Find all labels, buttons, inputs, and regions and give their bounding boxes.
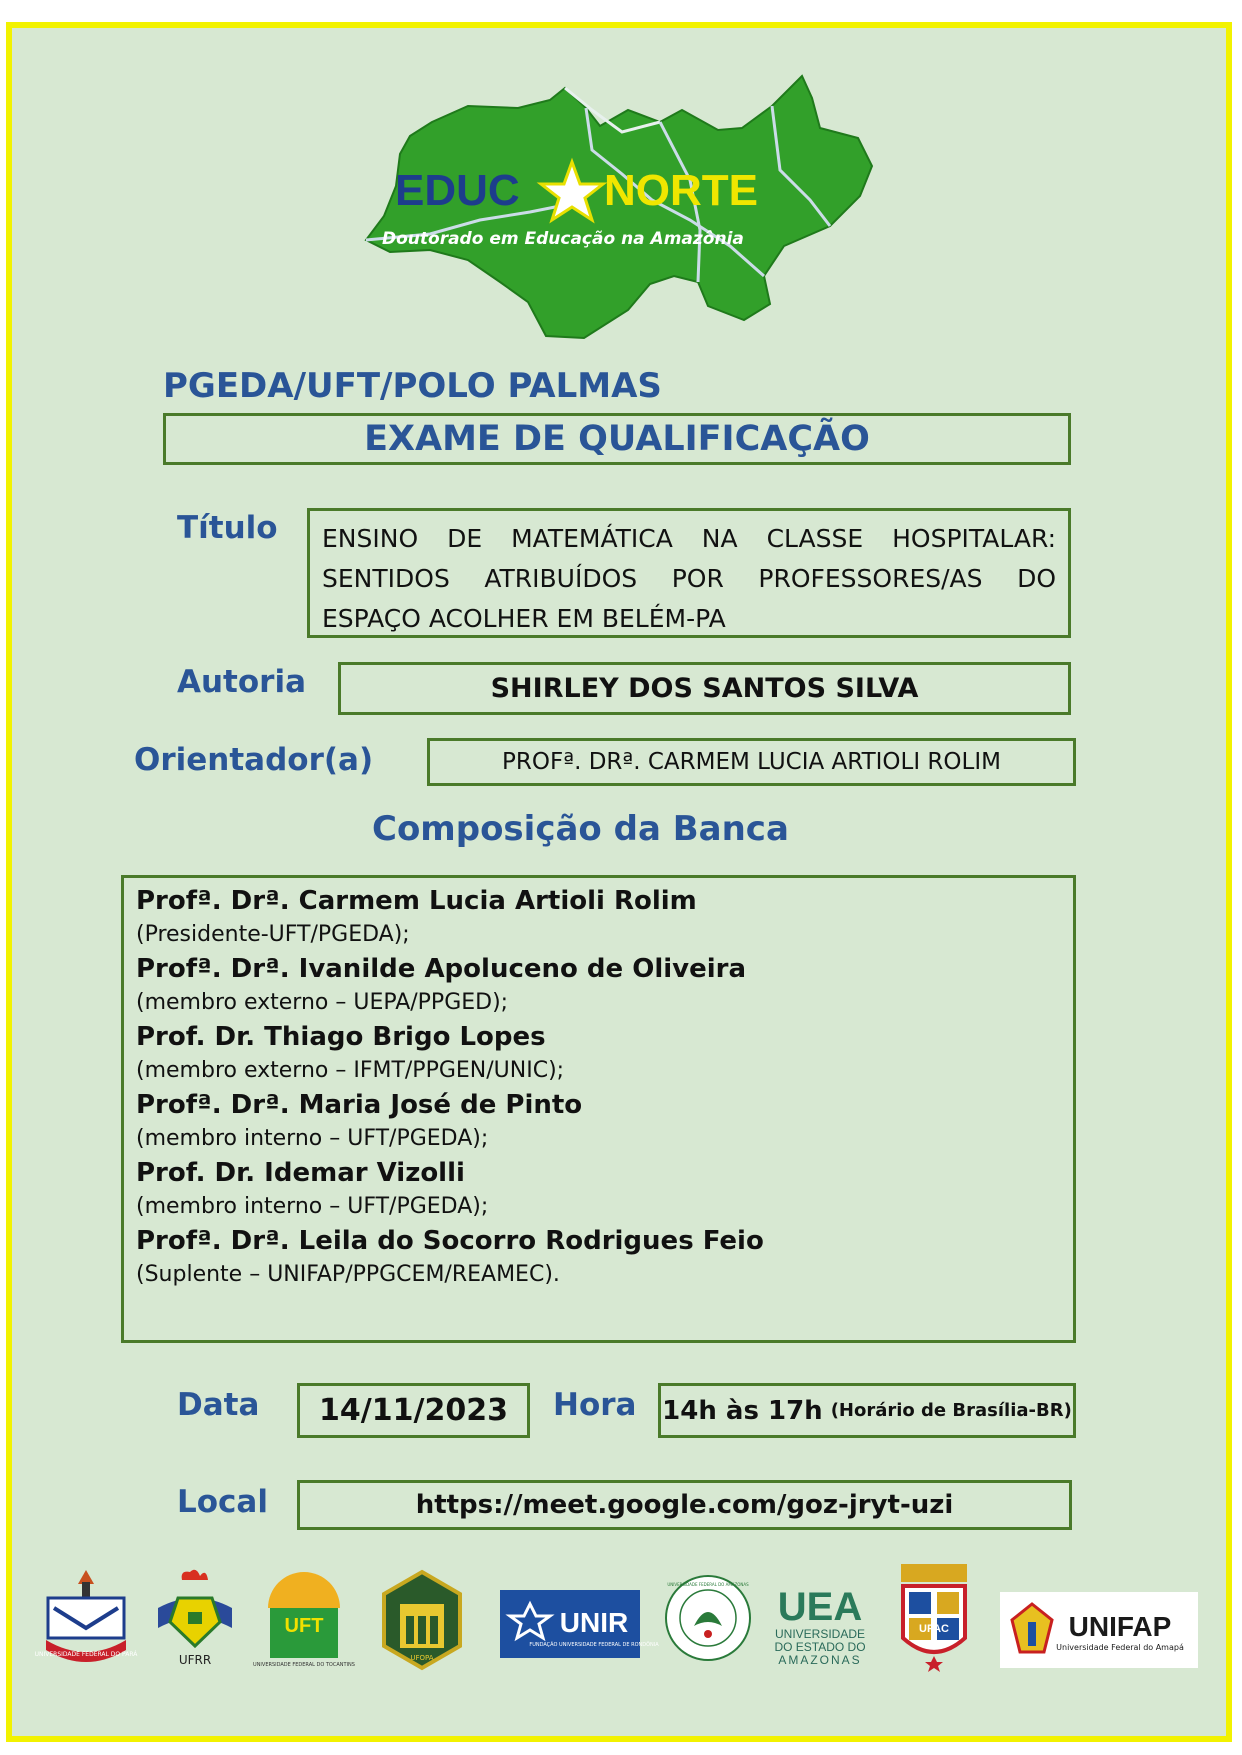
banca-member-role: (Suplente – UNIFAP/PPGCEM/REAMEC). [136, 1262, 560, 1287]
ufpa-logo [34, 1568, 138, 1664]
autoria-label: Autoria [177, 664, 307, 700]
banca-member-role: (membro externo – IFMT/PPGEN/UNIC); [136, 1058, 565, 1083]
hora-label: Hora [553, 1387, 637, 1423]
meeting-link[interactable]: https://meet.google.com/goz-jryt-uzi [415, 1490, 954, 1520]
banca-member-name: Profª. Drª. Carmem Lucia Artioli Rolim [136, 886, 697, 916]
titulo-label: Título [177, 510, 278, 546]
banca-member [136, 1020, 1061, 1088]
titulo-box [307, 508, 1071, 638]
ufopa-logo [374, 1568, 470, 1664]
banca-member-name: Prof. Dr. Thiago Brigo Lopes [136, 1022, 546, 1052]
uea-logo-sub1: UNIVERSIDADE [774, 1627, 866, 1641]
exam-title-box [163, 413, 1071, 465]
ufrr-logo-text: UFRR [178, 1653, 212, 1667]
ufopa-logo-text: UFOPA [410, 1654, 434, 1662]
unir-logo-text: UNIR [559, 1607, 629, 1638]
uea-logo [770, 1580, 870, 1676]
titulo-value: ENSINO DE MATEMÁTICA NA CLASSE HOSPITALAR: SENTIDOS ATRIBUÍDOS POR PROFESSORES/AS DO ESPAÇO ACOLHER EM BELÉM-PA [322, 524, 1056, 633]
hora-value: 14h às 17h [662, 1395, 823, 1426]
local-box [297, 1480, 1072, 1530]
orientador-label: Orientador(a) [134, 742, 374, 778]
ufam-logo [664, 1574, 752, 1670]
uft-logo-subtext: UNIVERSIDADE FEDERAL DO TOCANTINS [253, 1662, 355, 1668]
uea-logo-sub2: DO ESTADO DO [774, 1640, 866, 1654]
unifap-logo [1000, 1592, 1198, 1688]
banca-member-role: (membro interno – UFT/PGEDA); [136, 1194, 489, 1219]
ufam-logo-text: UNIVERSIDADE FEDERAL DO AMAZONAS [667, 1582, 749, 1587]
autoria-value: SHIRLEY DOS SANTOS SILVA [490, 673, 919, 704]
exam-title: EXAME DE QUALIFICAÇÃO [364, 419, 870, 459]
uft-logo [253, 1568, 355, 1668]
hora-box [658, 1383, 1076, 1438]
banca-member [136, 884, 1061, 952]
ufpa-logo-text: UNIVERSIDADE FEDERAL DO PARÁ [34, 1651, 138, 1658]
banca-member-name: Prof. Dr. Idemar Vizolli [136, 1158, 465, 1188]
banca-member-name: Profª. Drª. Ivanilde Apoluceno de Oliveira [136, 954, 747, 984]
unifap-logo-subtext: Universidade Federal do Amapá [1056, 1643, 1184, 1652]
local-label: Local [177, 1484, 268, 1520]
unifap-logo-text: UNIFAP [1068, 1611, 1172, 1642]
orientador-box [427, 738, 1076, 786]
uft-logo-text: UFT [284, 1615, 324, 1637]
banca-heading: Composição da Banca [372, 809, 789, 849]
uea-logo-text: UEA [777, 1585, 863, 1629]
banca-member-name: Profª. Drª. Maria José de Pinto [136, 1090, 583, 1120]
ufac-logo [893, 1562, 975, 1674]
banca-member [136, 1224, 1061, 1292]
banca-member-role: (membro interno – UFT/PGEDA); [136, 1126, 489, 1151]
banca-box [121, 875, 1076, 1343]
logo-educ-text: EDUC [395, 166, 520, 215]
uea-logo-sub3: AMAZONAS [778, 1653, 862, 1667]
banca-member [136, 1156, 1061, 1224]
banca-member-role: (membro externo – UEPA/PPGED); [136, 990, 509, 1015]
banca-member-role: (Presidente-UFT/PGEDA); [136, 922, 410, 947]
educanorte-logo [360, 70, 880, 340]
logo-norte-text: NORTE [604, 166, 758, 215]
banca-member-name: Profª. Drª. Leila do Socorro Rodrigues Feio [136, 1226, 764, 1256]
ufrr-logo [150, 1568, 240, 1667]
data-value: 14/11/2023 [319, 1393, 508, 1428]
banca-member [136, 952, 1061, 1020]
banca-member [136, 1088, 1061, 1156]
unir-logo-subtext: FUNDAÇÃO UNIVERSIDADE FEDERAL DE RONDÔNIA [529, 1642, 659, 1648]
data-label: Data [177, 1387, 260, 1423]
hora-note: (Horário de Brasília-BR) [830, 1400, 1072, 1421]
autoria-box [338, 662, 1071, 715]
logo-subtitle: Doutorado em Educação na Amazônia [382, 229, 744, 249]
orientador-value: PROFª. DRª. CARMEM LUCIA ARTIOLI ROLIM [502, 749, 1001, 775]
unir-logo [500, 1590, 659, 1686]
ufac-logo-text: UFAC [919, 1623, 949, 1635]
data-box [297, 1383, 530, 1438]
program-title: PGEDA/UFT/POLO PALMAS [163, 366, 662, 406]
